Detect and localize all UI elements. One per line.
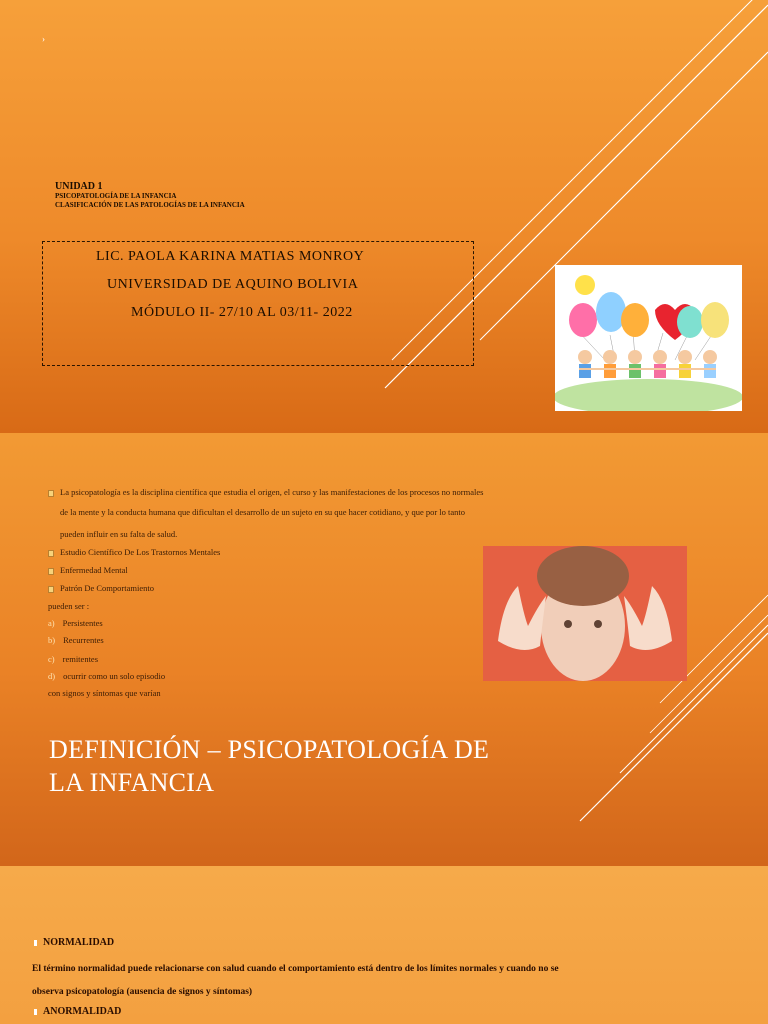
children-balloons-image — [555, 265, 742, 411]
heading-normalidad: NORMALIDAD — [34, 937, 114, 948]
bullet-icon — [48, 490, 54, 497]
bullet-item: Estudio Científico De Los Trastornos Mentales — [48, 547, 220, 557]
child-glass-illustration — [483, 546, 687, 681]
unit-title: UNIDAD 1 — [55, 181, 103, 192]
title-line-1: DEFINICIÓN – PSICOPATOLOGÍA DE — [49, 735, 490, 764]
normalidad-text-line-1: El término normalidad puede relacionarse con salud cuando el comportamiento está dentro de los límites normales y cuando no se — [32, 964, 559, 974]
bullet-item: Patrón De Comportamiento — [48, 583, 154, 593]
title-line-2: LA INFANCIA — [49, 768, 215, 797]
module-dates: MÓDULO II- 27/10 AL 03/11- 2022 — [131, 305, 353, 320]
bullet-icon — [34, 940, 37, 946]
child-glass-image — [483, 546, 687, 681]
list-item: b) Recurrentes — [48, 635, 104, 645]
author-name: LIC. PAOLA KARINA MATIAS MONROY — [96, 249, 365, 264]
paragraph-line: pueden influir en su falta de salud. — [60, 529, 178, 539]
bullet-icon — [48, 550, 54, 557]
paragraph-line: de la mente y la conducta humana que dificultan el desarrollo de un sujeto en su que hacer cotidiano, y que por lo tanto — [60, 507, 466, 517]
unit-line-2: CLASIFICACIÓN DE LAS PATOLOGÍAS DE LA INFANCIA — [55, 201, 245, 209]
list-item: a) Persistentes — [48, 618, 103, 628]
normalidad-text-line-2: observa psicopatología (ausencia de signos y síntomas) — [32, 987, 253, 997]
author-box — [42, 241, 474, 366]
bullet-icon — [34, 1009, 37, 1015]
children-balloons-illustration — [555, 265, 742, 411]
list-item: d) ocurrir como un solo episodio — [48, 671, 166, 681]
bullet-icon — [48, 568, 54, 575]
bullet-arrow: › — [42, 34, 45, 44]
slide-2-title — [49, 733, 609, 799]
slide-3 — [0, 866, 768, 1024]
university-name: UNIVERSIDAD DE AQUINO BOLIVIA — [107, 277, 359, 292]
heading-anormalidad: ANORMALIDAD — [34, 1006, 121, 1017]
slide-1 — [0, 0, 768, 433]
bullet-icon — [48, 586, 54, 593]
list-outro: con signos y síntomas que varían — [48, 688, 161, 698]
list-intro: pueden ser : — [48, 601, 90, 611]
unit-line-1: PSICOPATOLOGÍA DE LA INFANCIA — [55, 192, 177, 200]
unit-block — [55, 181, 245, 210]
list-item: c) remitentes — [48, 654, 99, 664]
paragraph-text: La psicopatología es la disciplina científica que estudia el origen, el curso y las manifestaciones de los procesos no normales — [60, 487, 484, 497]
bullet-item: Enfermedad Mental — [48, 565, 128, 575]
paragraph-line — [48, 487, 483, 497]
